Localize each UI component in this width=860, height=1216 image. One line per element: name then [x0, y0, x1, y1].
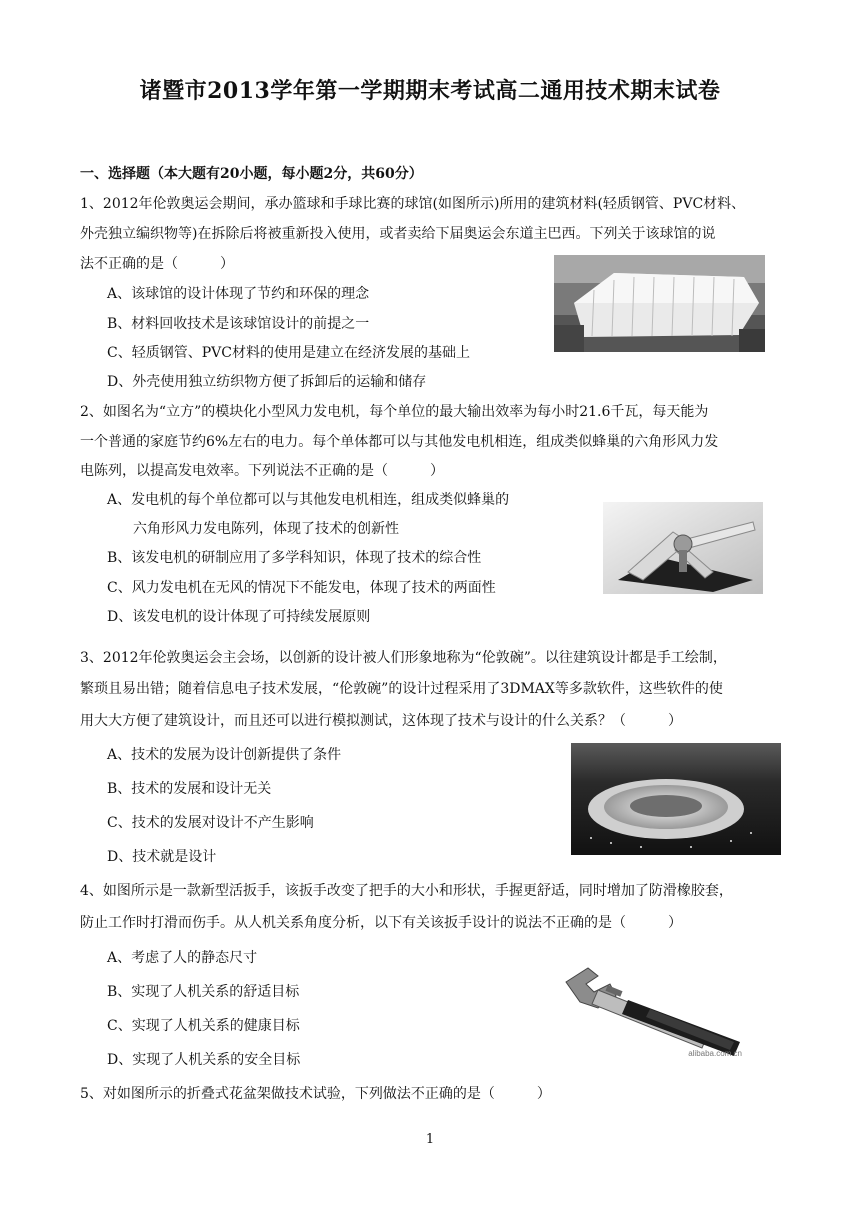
q4-option-d: D、实现了人机关系的安全目标	[107, 1052, 301, 1068]
q1-option-b: B、材料回收技术是该球馆设计的前提之一	[107, 316, 370, 332]
q2-option-d: D、该发电机的设计体现了可持续发展原则	[107, 609, 371, 625]
q2-option-a: A、发电机的每个单位都可以与其他发电机相连，组成类似蜂巢的	[107, 492, 510, 508]
q3-option-c: C、技术的发展对设计不产生影响	[107, 815, 314, 831]
q1-stem-line-3: 法不正确的是（ ）	[80, 256, 234, 272]
stadium-photo	[571, 743, 781, 855]
q3-option-d: D、技术就是设计	[107, 849, 217, 865]
q4-stem-line-2: 防止工作时打滑而伤手。从人机关系角度分析，以下有关该扳手设计的说法不正确的是（ ）	[80, 915, 682, 931]
q4-option-a: A、考虑了人的静态尺寸	[107, 950, 258, 966]
q3-stem-line-1: 3、2012年伦敦奥运会主会场，以创新的设计被人们形象地称为“伦敦碗”。以往建筑设计都是手工绘制，	[80, 650, 727, 666]
q1-option-a: A、该球馆的设计体现了节约和环保的理念	[107, 286, 370, 302]
q5-stem-line-1: 5、对如图所示的折叠式花盆架做技术试验，下列做法不正确的是（ ）	[80, 1086, 551, 1102]
wrench-watermark: alibaba.com.cn	[688, 1049, 742, 1058]
q1-stem-line-1: 1、2012年伦敦奥运会期间，承办篮球和手球比赛的球馆(如图所示)所用的建筑材料(轻质钢管、PVC材料、	[80, 196, 746, 212]
page-number: 1	[425, 1132, 435, 1147]
wind-generator-photo	[603, 502, 763, 594]
q3-stem-line-3: 用大大方便了建筑设计，而且还可以进行模拟测试，这体现了技术与设计的什么关系？（ ）	[80, 713, 682, 729]
wrench-photo	[558, 962, 754, 1060]
q4-option-b: B、实现了人机关系的舒适目标	[107, 984, 300, 1000]
q1-option-c: C、轻质钢管、PVC材料的使用是建立在经济发展的基础上	[107, 345, 470, 361]
q2-option-c: C、风力发电机在无风的情况下不能发电，体现了技术的两面性	[107, 580, 496, 596]
arena-photo	[554, 255, 765, 352]
q4-option-c: C、实现了人机关系的健康目标	[107, 1018, 300, 1034]
q2-option-b: B、该发电机的研制应用了多学科知识，体现了技术的综合性	[107, 550, 482, 566]
section-header: 一、选择题（本大题有20小题，每小题2分，共60分）	[80, 166, 423, 182]
q3-stem-line-2: 繁琐且易出错；随着信息电子技术发展，“伦敦碗”的设计过程采用了3DMAX等多款软件，这些软件的使	[80, 681, 723, 697]
q1-stem-line-2: 外壳独立编织物等)在拆除后将被重新投入使用，或者卖给下届奥运会东道主巴西。下列关于该球馆的说	[80, 226, 716, 242]
q3-option-a: A、技术的发展为设计创新提供了条件	[107, 747, 342, 763]
q2-stem-line-2: 一个普通的家庭节约6%左右的电力。每个单体都可以与其他发电机相连，组成类似蜂巢的六角形风力发	[80, 434, 719, 450]
q2-option-a-continued: 六角形风力发电陈列，体现了技术的创新性	[133, 521, 399, 537]
page-title: 诸暨市2013学年第一学期期末考试高二通用技术期末试卷	[139, 78, 721, 104]
q2-stem-line-3: 电陈列，以提高发电效率。下列说法不正确的是（ ）	[80, 463, 444, 479]
q4-stem-line-1: 4、如图所示是一款新型活扳手，该扳手改变了把手的大小和形状，手握更舒适，同时增加了防滑橡胶套，	[80, 883, 733, 899]
q3-option-b: B、技术的发展和设计无关	[107, 781, 272, 797]
q2-stem-line-1: 2、如图名为“立方”的模块化小型风力发电机，每个单位的最大输出效率为每小时21.6千瓦，每天能为	[80, 404, 709, 420]
q1-option-d: D、外壳使用独立纺织物方便了拆卸后的运输和储存	[107, 374, 427, 390]
